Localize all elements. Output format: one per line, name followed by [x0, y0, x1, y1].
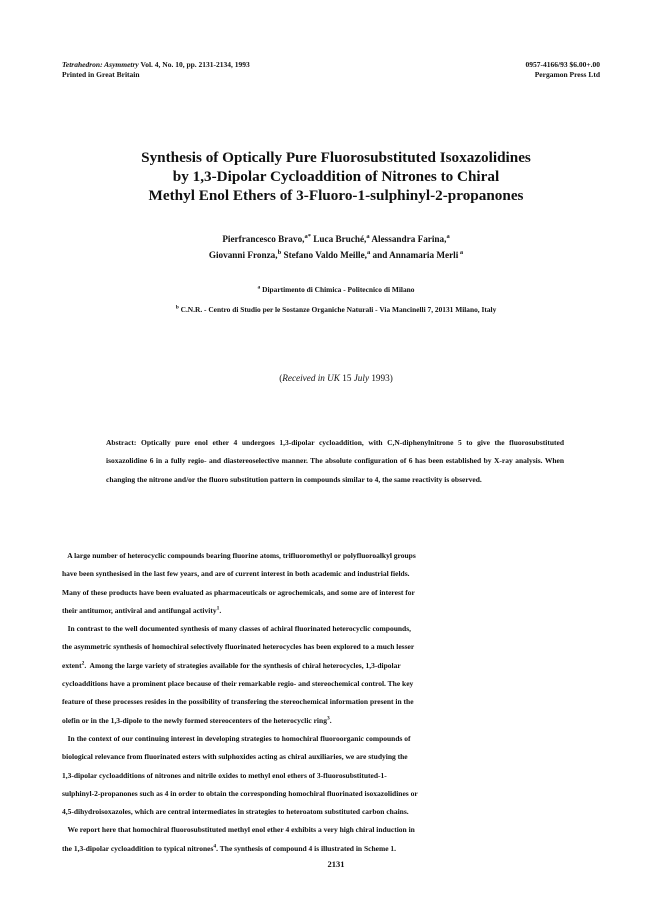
reference-4: 4 [213, 843, 217, 850]
body-line-12: biological relevance from fluorinated esters with sulphoxides acting as chiral auxiliaries, we are studying the [62, 752, 408, 762]
journal-header-left [62, 60, 250, 80]
body-line-8: cycloadditions have a prominent place because of their remarkable regio- and stereochemical control. The key [62, 679, 414, 689]
affiliation-b-mark: b [175, 304, 179, 311]
author-meille: Stefano Valdo Meille, [281, 250, 367, 260]
paper-title [60, 148, 612, 205]
received-year: 1993) [369, 373, 393, 383]
abstract-label: Abstract: [106, 438, 137, 447]
printed-in: Printed in Great Britain [62, 70, 140, 79]
author-farina-mark: a [446, 232, 450, 240]
received-month: July [353, 373, 370, 383]
title-line-3: Methyl Enol Ethers of 3-Fluoro-1-sulphinyl-2-propanones [148, 187, 524, 204]
title-line-1: Synthesis of Optically Pure Fluorosubstituted Isoxazolidines [141, 149, 531, 166]
author-fronza: Giovanni Fronza, [208, 250, 278, 260]
body-line-1: A large number of heterocyclic compounds bearing fluorine atoms, trifluoromethyl or polyfluoroalkyl groups [62, 551, 416, 560]
body-line-4-end: . [219, 605, 222, 615]
affiliation-a [60, 285, 612, 295]
reference-3: 3 [326, 715, 330, 722]
reference-1: 1 [216, 605, 220, 612]
affiliation-a-text: Dipartimento di Chimica - Politecnico di Milano [260, 285, 415, 294]
author-list [60, 231, 612, 263]
body-line-7 [62, 657, 611, 675]
author-bravo-mark: a* [304, 232, 311, 240]
body-line-6: the asymmetric synthesis of homochiral selectively fluorinated heterocycles has been explored to a much lesser [62, 642, 415, 652]
body-line-9: feature of these processes resides in the possibility of transfering the stereochemical information present in the [62, 697, 414, 707]
received-open: ( [279, 373, 283, 383]
body-line-7-text: extent [62, 660, 82, 670]
author-fronza-mark: b [277, 248, 282, 256]
body-line-14: sulphinyl-2-propanones such as 4 in order to obtain the corresponding homochiral fluorinated isoxazolidines or [62, 788, 418, 798]
author-bruche: Luca Bruché, [310, 234, 367, 244]
body-line-17-text: the 1,3-dipolar cycloaddition to typical nitrones [62, 843, 214, 853]
author-bruche-mark: a [366, 232, 370, 240]
author-line-1 [60, 231, 612, 247]
title-line-2: by 1,3-Dipolar Cycloaddition of Nitrones to Chiral [172, 168, 500, 185]
body-line-10-end: . [329, 715, 332, 725]
body-line-15: 4,5-dihydroisoxazoles, which are central intermediates in strategies to heteroatom substituted carbon chains. [62, 807, 409, 817]
author-farina: Alessandra Farina, [369, 234, 447, 244]
body-line-5: In contrast to the well documented synthesis of many classes of achiral fluorinated heterocyclic compounds, [62, 624, 412, 634]
body-line-16: We report here that homochiral fluorosubstituted methyl enol ether 4 exhibits a very high chiral induction in [62, 825, 415, 835]
body-line-13: 1,3-dipolar cycloadditions of nitrones and nitrile oxides to methyl enol ethers of 3-fluorosubstituted-1- [62, 770, 387, 780]
author-meille-mark: a [366, 248, 371, 256]
author-merli: and Annamaria Merli [370, 250, 459, 260]
body-line-17-end: . The synthesis of compound 4 is illustrated in Scheme 1. [216, 843, 397, 853]
abstract [106, 434, 564, 489]
body-line-3: Many of these products have been evaluated as pharmaceuticals or agrochemicals, and some are of interest for [62, 587, 415, 597]
volume-info: Vol. 4, No. 10, pp. 2131-2134, 1993 [138, 60, 250, 69]
body-line-10-text: olefin or in the 1,3-dipole to the newly formed stereocenters of the heterocyclic ring [62, 715, 327, 725]
body-line-17 [62, 840, 611, 858]
received-day: 15 [339, 373, 354, 383]
received-date [60, 373, 612, 383]
author-line-2 [60, 247, 612, 263]
body-line-4 [62, 602, 611, 620]
author-merli-mark: a [458, 248, 464, 256]
abstract-text: Optically pure enol ether 4 undergoes 1,3-dipolar cycloaddition, with C,N-diphenylnitrone 5 to give the fluorosubstituted isoxazolidine 6 in a fully regio- and diastereoselective manner. The absolute configuration of 6 has been established by X-ray analysis. When changing the nitrone and/or the fluoro substitution pattern in compounds similar to 4, the same reactivity is observed. [106, 438, 564, 484]
journal-citation [62, 60, 250, 70]
body-line-11: In the context of our continuing interest in developing strategies to homochiral fluoroorganic compounds of [62, 733, 411, 743]
journal-header-right [526, 60, 600, 80]
affiliation-a-mark: a [257, 284, 261, 291]
reference-2: 2 [81, 660, 85, 667]
page-number: 2131 [327, 859, 345, 869]
received-label: Received in UK [282, 373, 340, 383]
publisher: Pergamon Press Ltd [534, 70, 600, 79]
body-line-10 [62, 712, 611, 730]
issn-price: 0957-4166/93 $6.00+.00 [525, 60, 600, 69]
affiliation-b [60, 305, 612, 315]
journal-name: Tetrahedron: Asymmetry [62, 60, 139, 69]
body-line-7-end: . Among the large variety of strategies available for the synthesis of chiral heterocycles, 1,3-dipolar [84, 660, 401, 670]
body-text [62, 547, 611, 858]
body-line-2: have been synthesised in the last few years, and are of current interest in both academic and industrial fields. [62, 569, 410, 579]
author-bravo: Pierfrancesco Bravo, [222, 234, 305, 244]
affiliation-b-text: C.N.R. - Centro di Studio per le Sostanze Organiche Naturali - Via Mancinelli 7, 20131 Milano, Italy [178, 305, 497, 314]
body-line-4-text: their antitumor, antiviral and antifungal activity [62, 605, 217, 615]
